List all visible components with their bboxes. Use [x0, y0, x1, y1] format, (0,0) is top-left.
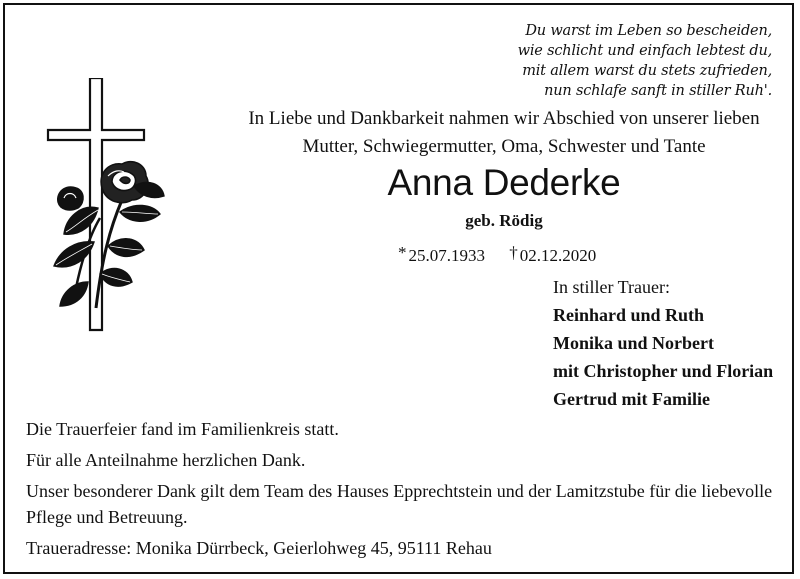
deceased-name: Anna Dederke: [387, 162, 621, 203]
intro-line-2: Mutter, Schwiegermutter, Oma, Schwester und Tante: [302, 136, 706, 157]
poem-line: mit allem warst du stets zufrieden,: [522, 63, 772, 79]
birth-symbol: *: [398, 243, 407, 262]
mourner-name: Reinhard und Ruth: [553, 305, 705, 325]
mourner-name: Gertrud mit Familie: [553, 389, 710, 409]
poem: [512, 21, 772, 101]
special-thanks-note: Unser besonderer Dank gilt dem Team des Hauses Epprechtstein und der Lamitzstube für die liebevolle Pflege und Betreuung.: [26, 481, 773, 527]
mourners-list: [553, 273, 773, 413]
footer-notes: [26, 416, 776, 566]
poem-line: Du warst im Leben so bescheiden,: [525, 23, 772, 39]
poem-line: nun schlafe sanft in stiller Ruh'.: [544, 83, 772, 99]
thanks-note: Für alle Anteilnahme herzlichen Dank.: [26, 450, 306, 470]
birth-date: 25.07.1933: [408, 246, 485, 265]
funeral-note: Die Trauerfeier fand im Familienkreis statt.: [26, 419, 339, 439]
mourners-heading: In stiller Trauer:: [553, 277, 670, 297]
death-date: 02.12.2020: [519, 246, 597, 265]
birth-name: geb. Rödig: [465, 211, 543, 230]
death-symbol: †: [509, 243, 518, 262]
intro-text: [220, 105, 788, 161]
cross-with-rose-icon: [36, 78, 186, 338]
mourner-name: mit Christopher und Florian: [553, 361, 774, 381]
life-dates: [398, 241, 596, 268]
mourner-name: Monika und Norbert: [553, 333, 715, 353]
mourning-address: Traueradresse: Monika Dürrbeck, Geierlohweg 45, 95111 Rehau: [26, 538, 492, 558]
poem-line: wie schlicht und einfach lebtest du,: [517, 43, 772, 59]
intro-line-1: In Liebe und Dankbarkeit nahmen wir Abschied von unserer lieben: [248, 108, 760, 129]
